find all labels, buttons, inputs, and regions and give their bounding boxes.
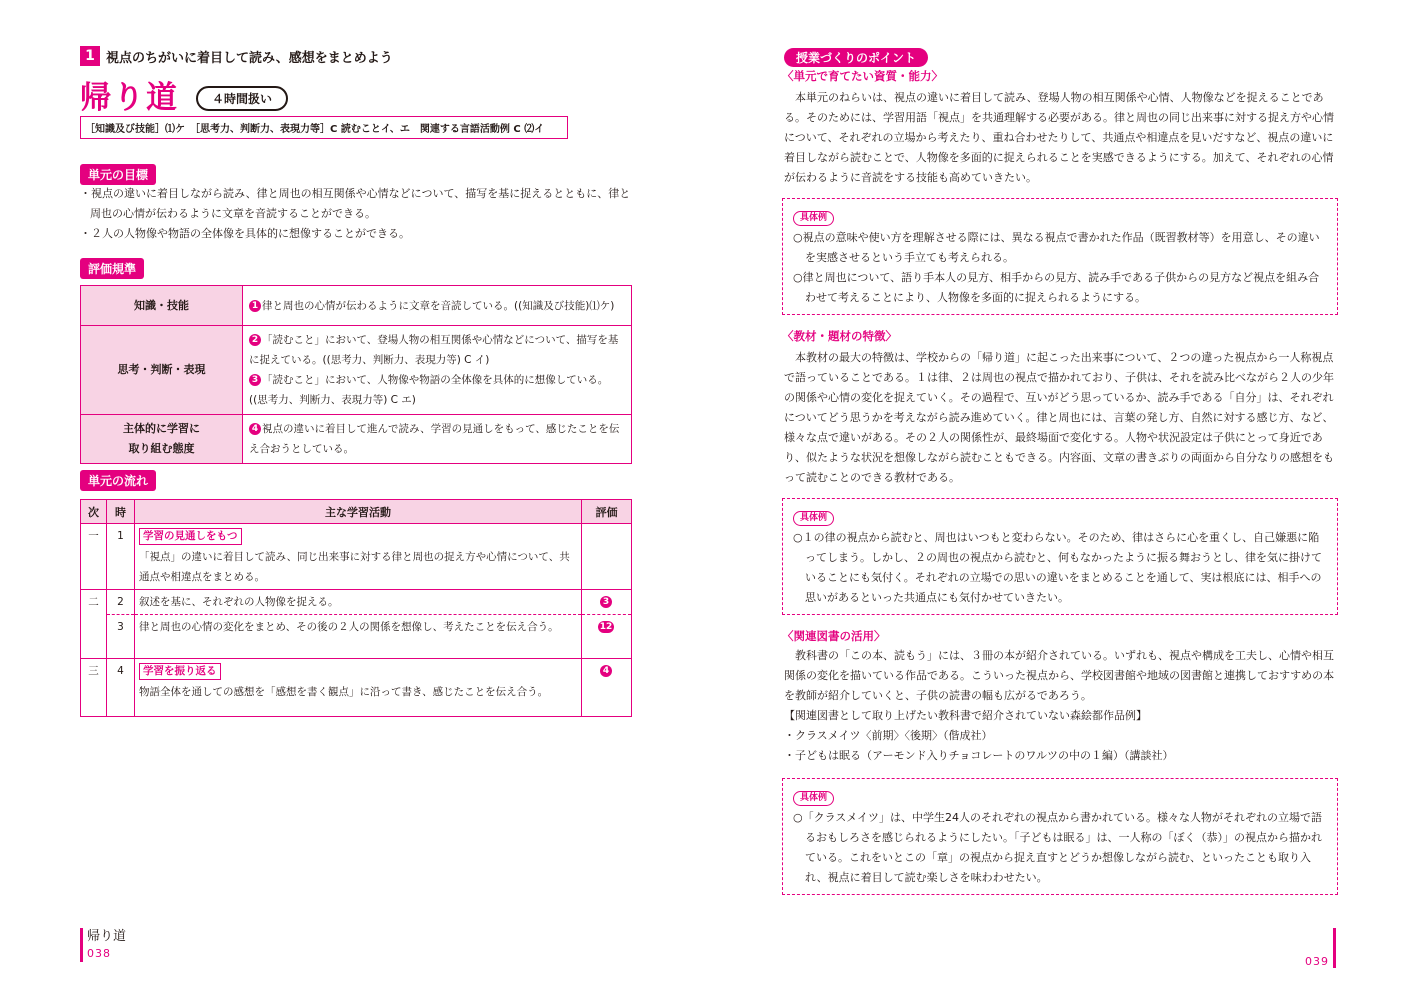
eval-row xyxy=(81,326,632,415)
eval-head: 知識・技能 xyxy=(81,286,243,326)
goal-item: ・２人の人物像や物語の全体像を具体的に想像することができる。 xyxy=(80,227,410,240)
eval-text: 「読むこと」において、人物像や物語の全体像を具体的に想像している。((思考力、判断力、表現力等) C エ) xyxy=(249,374,609,406)
tsugi-cell: 二 xyxy=(81,590,107,615)
example-line: ○律と周也について、語り手本人の見方、相手からの見方、読み手である子供からの見方など視点を組み合わせて考えることにより、人物像を多面的に捉えられるようにする。 xyxy=(793,271,1320,304)
eval-cell xyxy=(243,415,632,464)
footer-title: 帰り道 xyxy=(87,929,127,944)
example-tag: 具体例 xyxy=(793,511,834,526)
example-line: ○視点の意味や使い方を理解させる際には、異なる視点で書かれた作品（既習教材等）を用意し、その違いを実感させるという手立ても考えられる。 xyxy=(793,231,1320,264)
page-number-left: 038 xyxy=(87,947,111,960)
col-activity: 主な学習活動 xyxy=(135,500,582,524)
eval-label: 評価規準 xyxy=(80,258,144,279)
ji-cell: 2 xyxy=(107,590,135,615)
eval-text: 視点の違いに着目して進んで読み、学習の見通しをもって、感じたことを伝え合おうとしている。 xyxy=(249,423,620,455)
sec1-text: 本単元のねらいは、視点の違いに着目して読み、登場人物の相互関係や心情、人物像などを捉えることである。そのためには、学習用語「視点」を共通理解する必要がある。律と周也の同じ出来事に対する捉え方や心情について、それぞれの立場から考えたり、重ね合わせたりして、共通点や相違点を見いだすなど、視点の違いに着目しながら読むことで、人物像を多面的に捉えられることを実感できるようにする。加えて、それぞれの心情が伝わるように音読をする技能も高めていきたい。 xyxy=(784,91,1334,184)
tsugi-cell: 一 xyxy=(81,524,107,590)
standards-box: ［知識及び技能］⑴ケ ［思考力、判断力、表現力等］C 読むことイ、エ 関連する言語活動例 C ⑵イ xyxy=(80,116,568,139)
footer-left xyxy=(80,928,126,962)
col-tsugi: 次 xyxy=(81,500,107,524)
flow-label: 単元の流れ xyxy=(80,470,156,491)
eval-row xyxy=(81,415,632,464)
example-line: ○「クラスメイツ」は、中学生24人のそれぞれの視点から書かれている。様々な人物がそれぞれの立場で語るおもしろさを感じられるようにしたい。「子どもは眠る」は、一人称の「ぼく（恭）」の視点から描かれている。これをいとこの「章」の視点から捉え直すとどうか想像しながら読む、といったことも取り入れ、視点に着目して読む楽しさを味わわせたい。 xyxy=(793,811,1323,884)
related-books xyxy=(784,706,1340,766)
flow-row xyxy=(81,659,632,717)
book-item: ・クラスメイツ〈前期〉〈後期〉（偕成社） xyxy=(784,729,993,742)
lesson-header xyxy=(80,46,393,66)
eval-text: 律と周也の心情が伝わるように文章を音読している。((知識及び技能)⑴ケ) xyxy=(262,299,615,312)
activity-label: 学習の見通しをもつ xyxy=(139,528,242,545)
activity-cell xyxy=(135,524,582,590)
criterion-number: 3 xyxy=(600,596,612,608)
flow-row xyxy=(81,615,632,659)
eval-cell xyxy=(582,590,632,615)
goals-list xyxy=(80,184,636,244)
book-item: ・子どもは眠る（アーモンド入りチョコレートのワルツの中の１編）（講談社） xyxy=(784,749,1174,762)
activity-text: 律と周也の心情の変化をまとめ、その後の２人の関係を想像し、考えたことを伝え合う。 xyxy=(135,615,582,659)
eval-head: 思考・判断・表現 xyxy=(81,326,243,415)
criterion-number: 1 xyxy=(249,300,261,312)
sec3-text: 教科書の「この本、読もう」には、３冊の本が紹介されている。いずれも、視点や構成を工夫し、心情や相互関係の変化を描いている作品である。こういった視点から、学校図書館や地域の図書館と連携しておすすめの本を教師が紹介していくと、子供の読書の幅も広がるであろう。 xyxy=(784,649,1335,702)
ji-cell: 1 xyxy=(107,524,135,590)
points-pill: 授業づくりのポイント xyxy=(784,48,928,67)
flow-row xyxy=(81,590,632,615)
sec3-heading: 〈関連図書の活用〉 xyxy=(782,629,886,643)
eval-table xyxy=(80,285,632,464)
footer-right xyxy=(1305,928,1336,968)
criterion-number: 3 xyxy=(249,374,261,386)
lesson-title: 視点のちがいに着目して読み、感想をまとめよう xyxy=(106,50,393,66)
example-box-2 xyxy=(782,498,1338,615)
hours-badge: ４時間扱い xyxy=(196,86,288,111)
lesson-number: 1 xyxy=(80,46,100,66)
tsugi-cell xyxy=(81,615,107,659)
example-tag: 具体例 xyxy=(793,211,834,226)
goals-label: 単元の目標 xyxy=(80,164,156,185)
criterion-number: 4 xyxy=(249,423,261,435)
eval-cell xyxy=(243,286,632,326)
flow-row xyxy=(81,524,632,590)
example-tag: 具体例 xyxy=(793,791,834,806)
unit-title: 帰り道 xyxy=(80,80,179,116)
activity-text: 叙述を基に、それぞれの人物像を捉える。 xyxy=(135,590,582,615)
activity-text: 「視点」の違いに着目して読み、同じ出来事に対する律と周也の捉え方や心情について、共通点や相違点をまとめる。 xyxy=(139,551,570,583)
flow-header-row xyxy=(81,500,632,524)
eval-cell xyxy=(582,615,632,659)
ji-cell: 3 xyxy=(107,615,135,659)
eval-text: 「読むこと」において、登場人物の相互関係や心情などについて、描写を基に捉えている。((思考力、判断力、表現力等) C イ) xyxy=(249,334,619,366)
example-line: ○１の律の視点から読むと、周也はいつもと変わらない。そのため、律はさらに心を重くし、自己嫌悪に陥ってしまう。しかし、２の周也の視点から読むと、何もなかったように振る舞おうとし、律を気に掛けていることにも気付く。それぞれの立場での思いの違いをまとめることを通して、実は根底には、相手への思いがあるといった共通点にも気付かせていきたい。 xyxy=(793,531,1322,604)
eval-cell xyxy=(243,326,632,415)
flow-table xyxy=(80,499,632,717)
sec2-heading: 〈教材・題材の特徴〉 xyxy=(782,329,897,343)
tsugi-cell: 三 xyxy=(81,659,107,717)
ji-cell: 4 xyxy=(107,659,135,717)
sec2-text: 本教材の最大の特徴は、学校からの「帰り道」に起こった出来事について、２つの違った視点から一人称視点で語っていることである。１は律、２は周也の視点で描かれており、子供は、それを読み比べながら２人の少年の関係や心情の変化を捉えていく。その過程で、互いがどう思っているか、読み手である「自分」は、それぞれについてどう思うかを考えながら読み進めていく。律と周也には、言葉の発し方、自然に対する感じ方、など、様々な点で違いがある。その２人の関係性が、最終場面で変化する。人物や状況設定は子供にとって身近であり、似たような状況を想像しながら読むこともできる。内容面、文章の書きぶりの両面から自分なりの感想をもって読むことのできる教材である。 xyxy=(784,351,1334,484)
sec1-heading: 〈単元で育てたい資質・能力〉 xyxy=(782,69,943,83)
goal-item: ・視点の違いに着目しながら読み、律と周也の相互関係や心情などについて、描写を基に捉えるとともに、律と周也の心情が伝わるように文章を音読することができる。 xyxy=(80,187,631,220)
related-books-heading: 【関連図書として取り上げたい教科書で紹介されていない森絵都作品例】 xyxy=(784,709,1147,722)
example-box-1 xyxy=(782,198,1338,315)
activity-cell xyxy=(135,659,582,717)
col-eval: 評価 xyxy=(582,500,632,524)
criterion-number: 4 xyxy=(600,665,612,677)
eval-head: 主体的に学習に 取り組む態度 xyxy=(81,415,243,464)
criterion-number: 2 xyxy=(249,334,261,346)
activity-label: 学習を振り返る xyxy=(139,663,221,680)
example-box-3 xyxy=(782,778,1338,895)
right-page xyxy=(708,0,1416,1000)
col-ji: 時 xyxy=(107,500,135,524)
eval-cell xyxy=(582,524,632,590)
activity-text: 物語全体を通しての感想を「感想を書く観点」に沿って書き、感じたことを伝え合う。 xyxy=(139,686,549,698)
eval-row xyxy=(81,286,632,326)
criterion-number: 12 xyxy=(599,622,613,632)
page-number-right: 039 xyxy=(1305,955,1329,968)
eval-cell xyxy=(582,659,632,717)
